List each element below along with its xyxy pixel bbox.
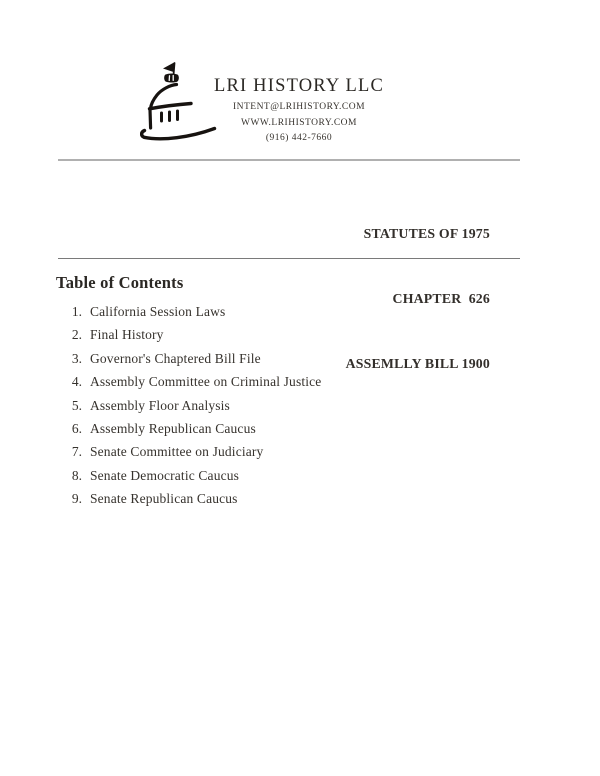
toc-item [70,487,321,510]
toc-item-label: Senate Democratic Caucus [90,467,240,483]
letterhead-text [203,74,395,147]
toc-item-number: 5. [71,397,82,413]
toc-item-label: Final History [90,327,164,343]
horizontal-rule-bottom [58,258,520,259]
toc-item [70,464,321,487]
toc-item-number: 8. [71,467,82,483]
toc-item-label: Assembly Republican Caucus [90,420,256,436]
company-name: LRI HISTORY LLC [213,76,385,96]
toc-item [70,347,321,370]
toc-item-label: Senate Committee on Judiciary [90,444,264,460]
toc-item-label: Governor's Chaptered Bill File [90,350,261,366]
toc-list [70,300,321,511]
toc-item [70,323,321,346]
company-email: INTENT@LRIHISTORY.COM [232,102,366,112]
company-website: WWW.LRIHISTORY.COM [241,117,357,128]
statutes-line: STATUTES OF 1975 [363,226,490,242]
toc-item-number: 6. [71,420,82,436]
bill-reference-block [346,180,490,418]
company-phone: (916) 442-7660 [265,133,333,144]
chapter-line: CHAPTER 626 [392,290,490,306]
toc-item [70,440,321,463]
toc-item-label: Assembly Floor Analysis [90,397,230,413]
toc-item [70,394,321,417]
toc-item-number: 3. [71,350,82,366]
toc-item [70,417,321,440]
toc-item [70,370,321,393]
toc-item-number: 1. [71,304,82,319]
toc-item-number: 2. [71,327,82,343]
assembly-bill-line: ASSEMLLY BILL 1900 [345,355,490,371]
toc-item-label: California Session Laws [90,304,226,319]
horizontal-rule-top [58,159,520,161]
toc-item [70,300,321,323]
toc-item-number: 4. [71,374,82,390]
toc-item-label: Assembly Committee on Criminal Justice [90,374,322,390]
toc-item-label: Senate Republican Caucus [90,491,238,507]
toc-title: Table of Contents [56,273,184,292]
toc-item-number: 7. [71,444,82,460]
toc-item-number: 9. [71,491,82,507]
